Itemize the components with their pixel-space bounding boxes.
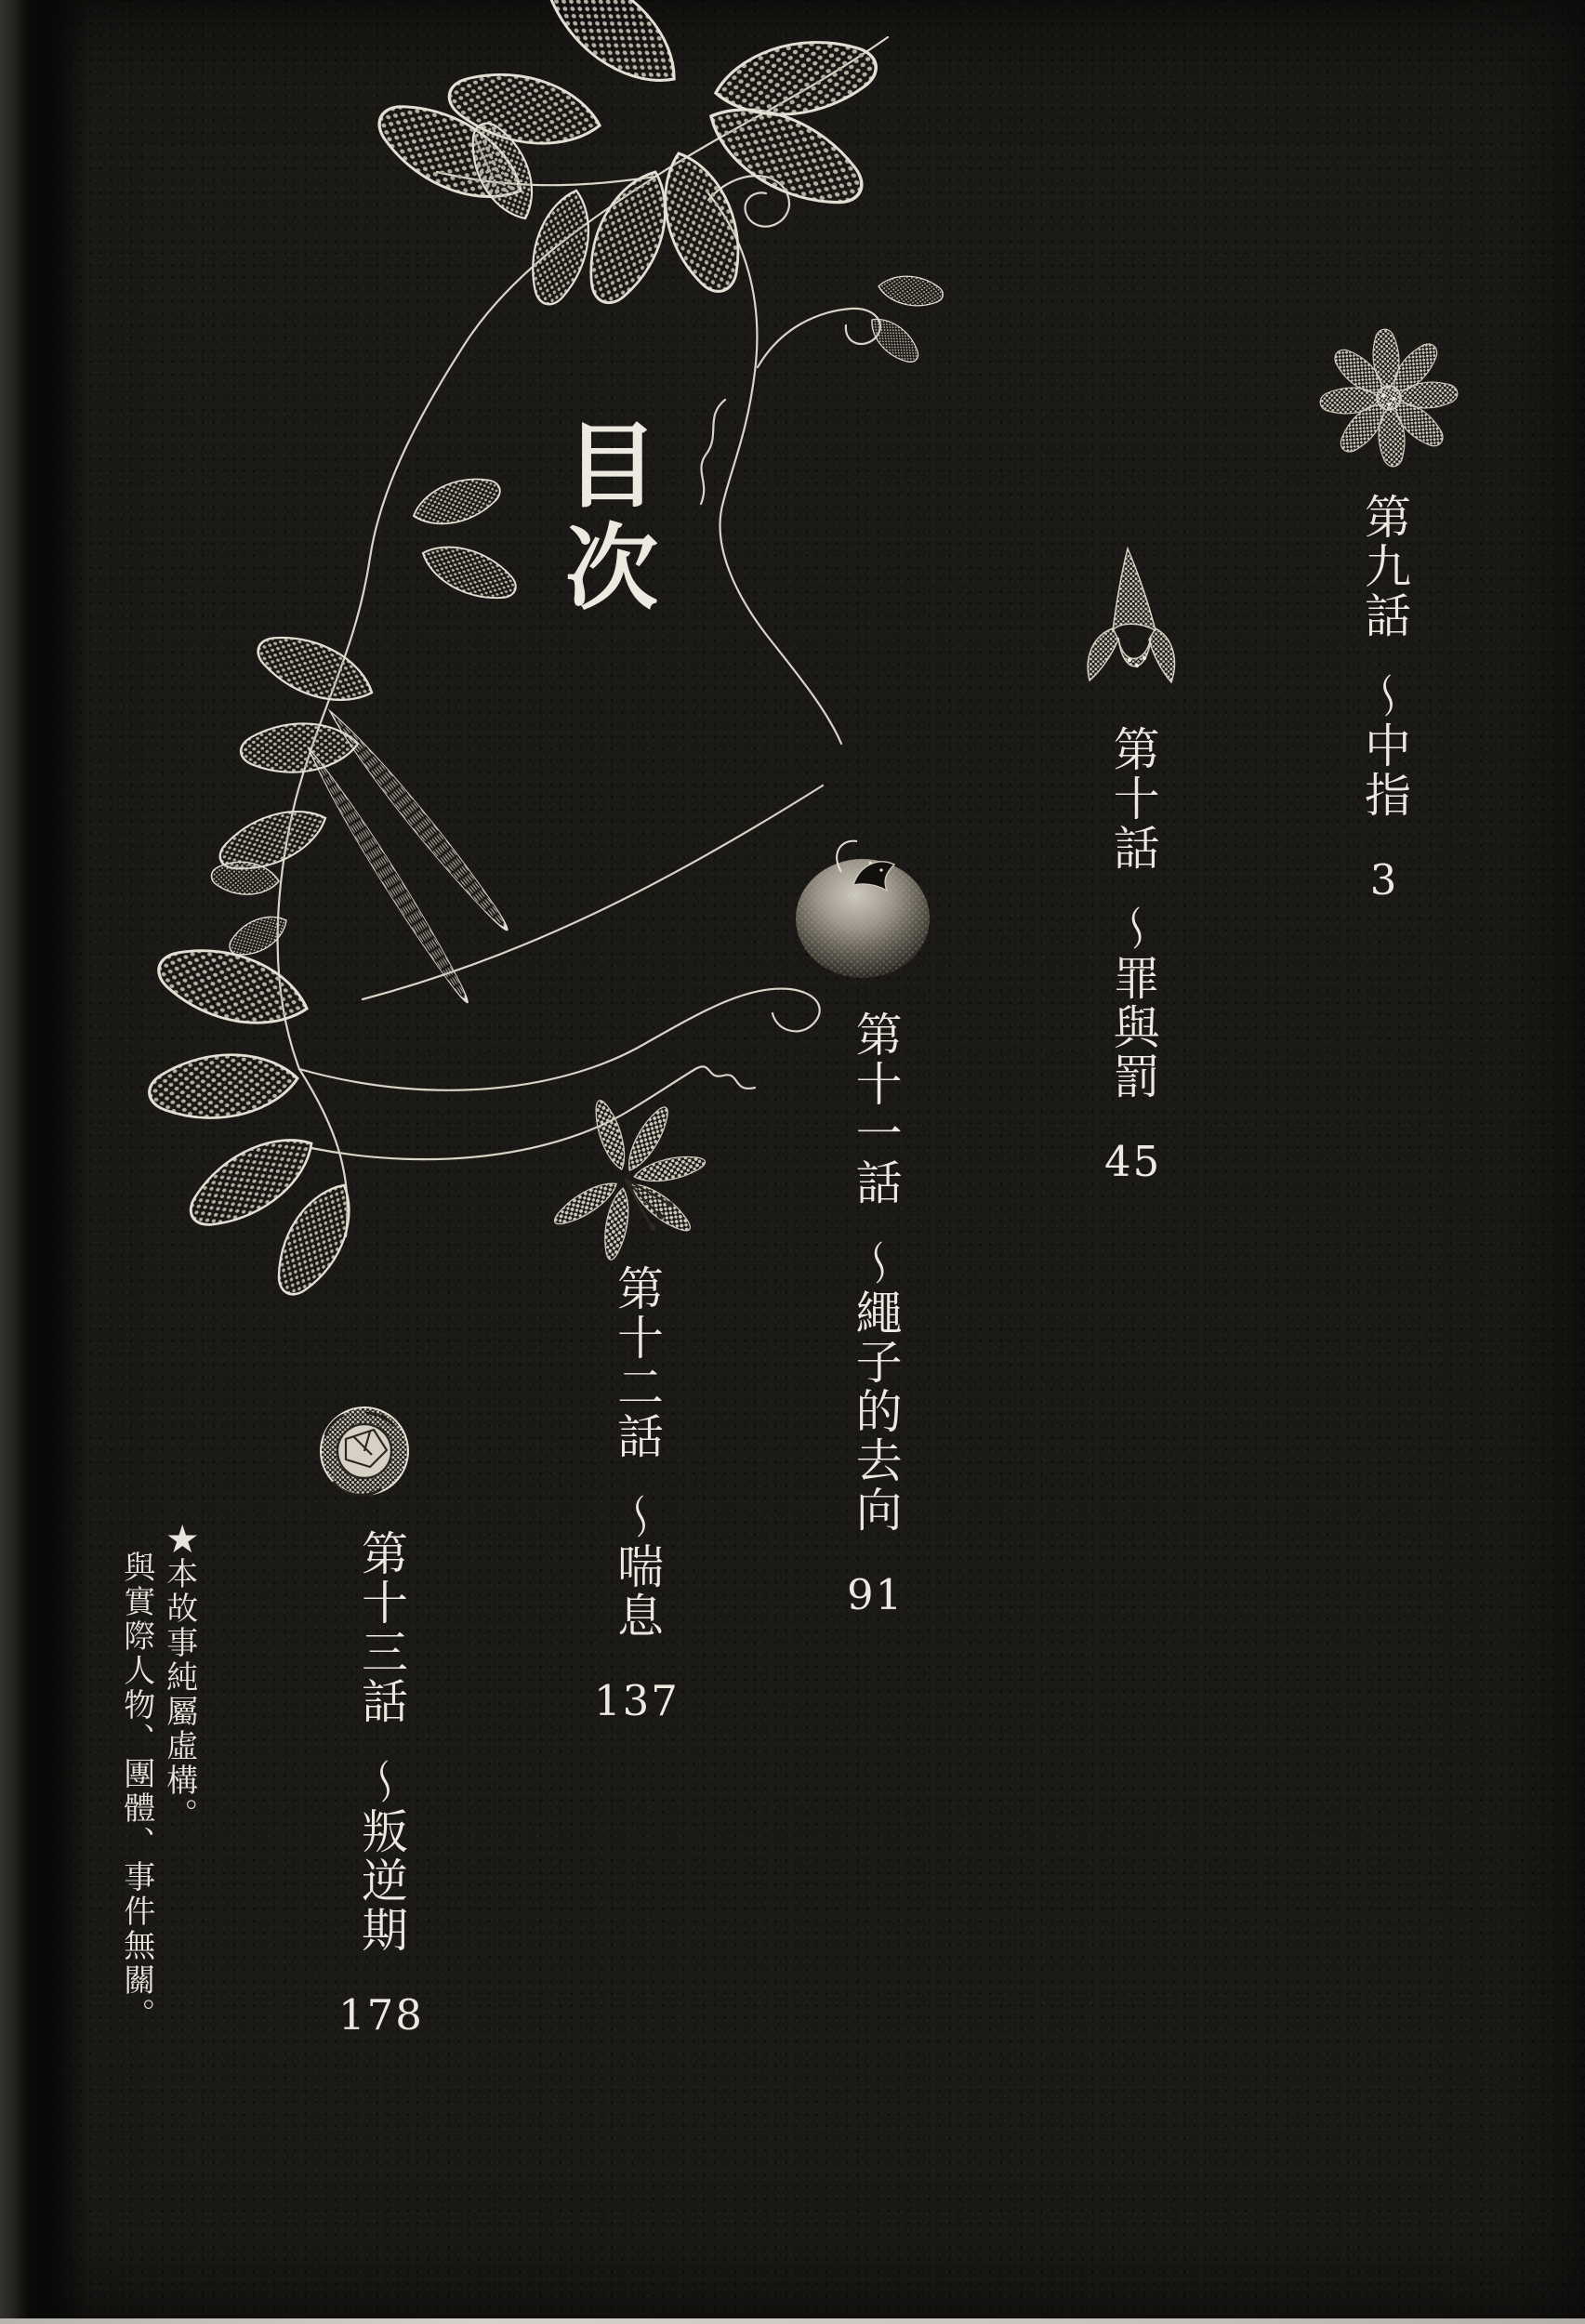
chapter-subtitle: 〜繩子的去向 xyxy=(848,1239,903,1535)
chapter-page-number: 91 xyxy=(847,1570,905,1619)
toc-entry-chapter-9 xyxy=(1357,493,1411,905)
cosmos-flower-icon xyxy=(1306,315,1472,481)
persimmon-fruit-icon xyxy=(796,841,930,978)
chapter-subtitle: 〜中指 xyxy=(1357,672,1411,820)
bell-flower-icon xyxy=(1088,548,1174,682)
eucalyptus-leaves xyxy=(146,0,944,1305)
chapter-subtitle: 〜罪與罰 xyxy=(1105,905,1160,1102)
page-bottom-edge xyxy=(0,2318,1585,2324)
page-title: 目次 xyxy=(549,416,659,621)
rose-flower-icon xyxy=(321,1407,408,1495)
disclaimer-line-2: 與實際人物、團體、事件無關。 xyxy=(117,1551,155,2032)
toc-entry-chapter-10 xyxy=(1104,725,1162,1186)
toc-entry-chapter-12 xyxy=(594,1264,680,1725)
chapter-label: 第九話 xyxy=(1357,493,1411,640)
chapter-label: 第十話 xyxy=(1105,725,1160,873)
chapter-label: 第十三話 xyxy=(353,1529,408,1726)
chapter-label: 第十一話 xyxy=(848,1010,903,1208)
chapter-page-number: 178 xyxy=(338,1990,424,2040)
chapter-subtitle: 〜喘息 xyxy=(609,1493,664,1641)
toc-entry-chapter-11 xyxy=(847,1010,905,1619)
lily-flower-icon xyxy=(549,1098,707,1261)
disclaimer-line-1: ★本故事純屬虛構。 xyxy=(160,1523,198,1832)
chapter-subtitle: 〜叛逆期 xyxy=(353,1758,408,1955)
chapter-page-number: 3 xyxy=(1369,855,1399,905)
chapter-page-number: 137 xyxy=(594,1676,680,1725)
toc-entry-chapter-13 xyxy=(338,1529,424,2040)
chapter-label: 第十二話 xyxy=(609,1264,664,1461)
chapter-page-number: 45 xyxy=(1104,1137,1162,1186)
